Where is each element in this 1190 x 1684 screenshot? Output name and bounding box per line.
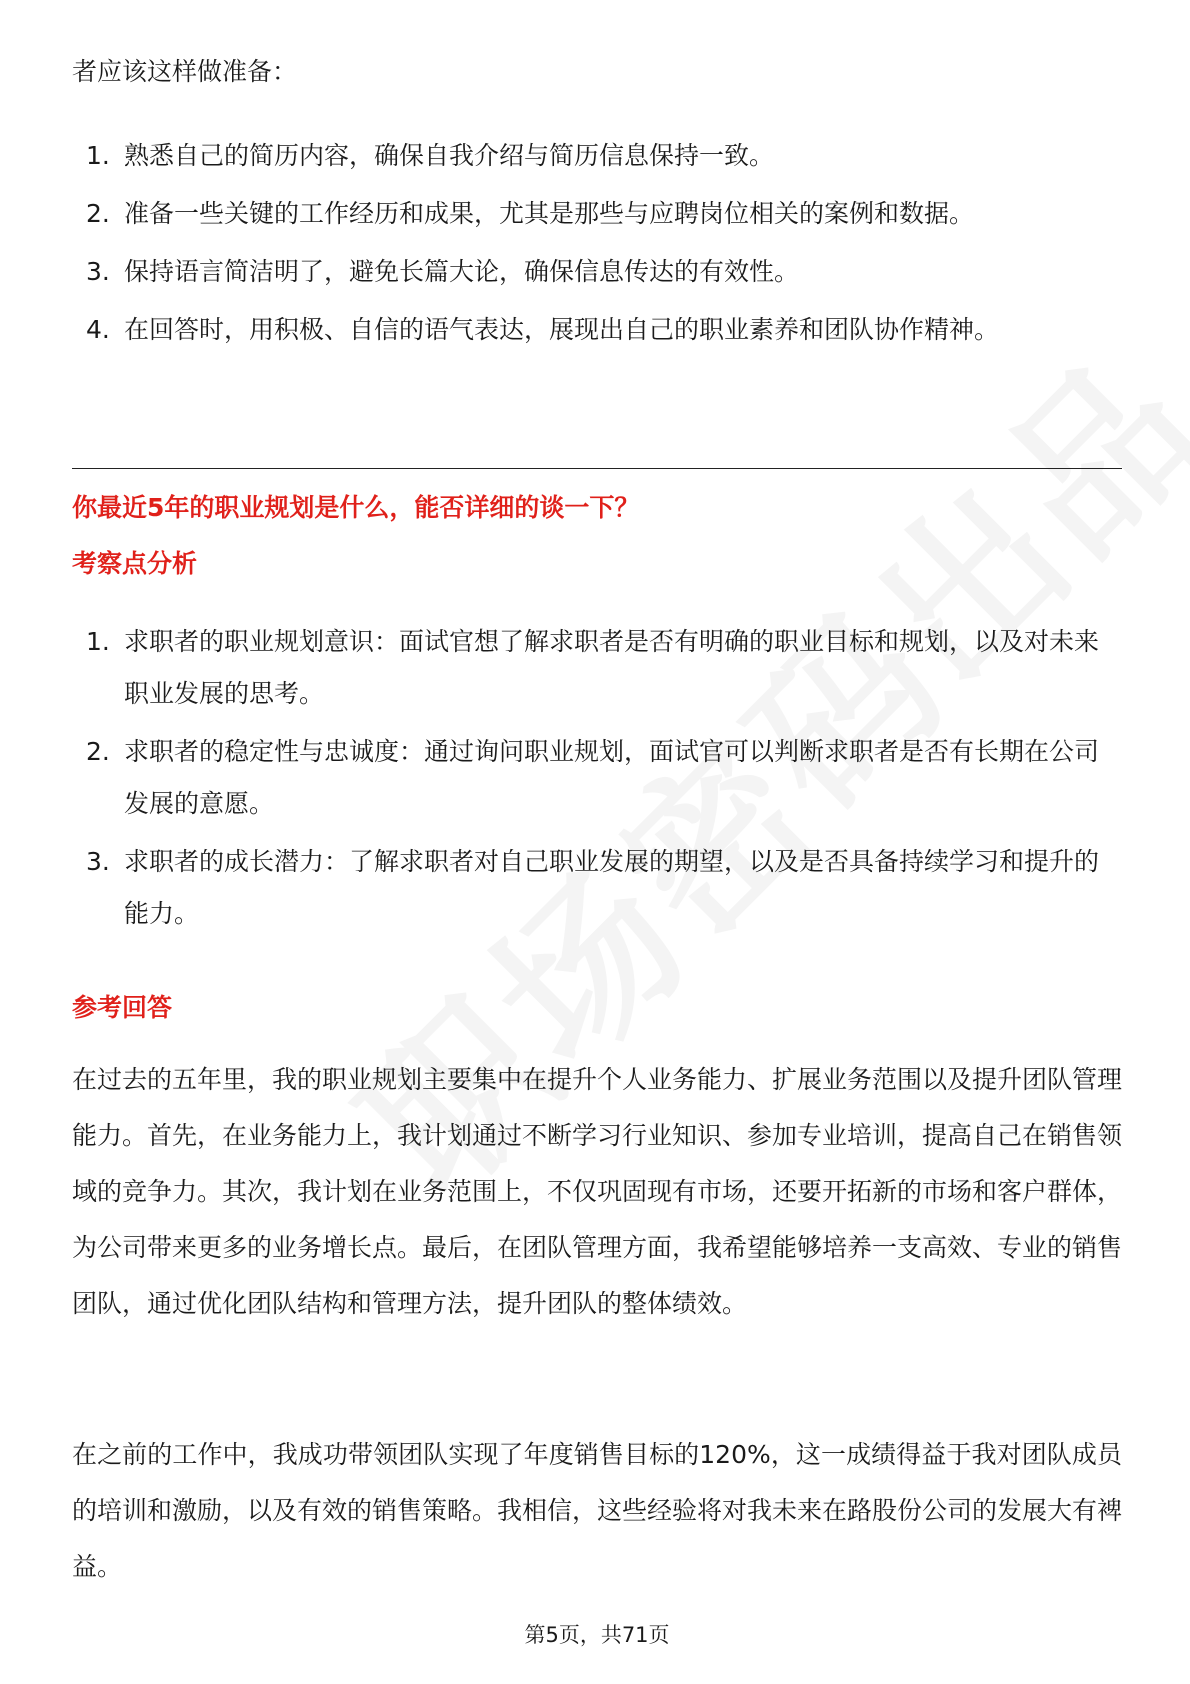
list-text: 在回答时，用积极、自信的语气表达，展现出自己的职业素养和团队协作精神。 (124, 315, 1000, 344)
analysis-list (72, 616, 1122, 946)
section-divider (72, 468, 1122, 469)
answer-heading: 参考回答 (72, 993, 173, 1022)
list-number: 3. (86, 257, 110, 286)
intro-text: 者应该这样做准备： (72, 57, 298, 86)
list-text: 熟悉自己的简历内容，确保自我介绍与简历信息保持一致。 (124, 141, 775, 170)
list-number: 2. (86, 199, 110, 228)
list-number: 2. (86, 737, 110, 766)
list-item (72, 616, 1122, 720)
list-text: 求职者的成长潜力：了解求职者对自己职业发展的期望，以及是否具备持续学习和提升的能力。 (124, 847, 1100, 928)
list-item (72, 726, 1122, 830)
list-item (72, 188, 1122, 240)
list-item (72, 304, 1122, 356)
answer-paragraph: 在之前的工作中，我成功带领团队实现了年度销售目标的120%，这一成绩得益于我对团队成员的培训和激励，以及有效的销售策略。我相信，这些经验将对我未来在路股份公司的发展大有裨益。 (72, 1440, 1123, 1581)
list-item (72, 836, 1122, 940)
list-text: 保持语言简洁明了，避免长篇大论，确保信息传达的有效性。 (124, 257, 800, 286)
answer-paragraph: 在过去的五年里，我的职业规划主要集中在提升个人业务能力、扩展业务范围以及提升团队管理能力。首先，在业务能力上，我计划通过不断学习行业知识、参加专业培训，提高自己在销售领域的竞争力。其次，我计划在业务范围上，不仅巩固现有市场，还要开拓新的市场和客户群体，为公司带来更多的业务增长点。最后，在团队管理方面，我希望能够培养一支高效、专业的销售团队，通过优化团队结构和管理方法，提升团队的整体绩效。 (72, 1065, 1123, 1318)
list-text: 求职者的稳定性与忠诚度：通过询问职业规划，面试官可以判断求职者是否有长期在公司发展的意愿。 (124, 737, 1100, 818)
analysis-heading: 考察点分析 (72, 549, 198, 578)
list-number: 1. (86, 627, 110, 656)
document-page (72, 0, 1122, 1684)
list-text: 准备一些关键的工作经历和成果，尤其是那些与应聘岗位相关的案例和数据。 (124, 199, 975, 228)
list-item (72, 130, 1122, 182)
page-footer: 第5页，共71页 (524, 1623, 670, 1647)
list-number: 3. (86, 847, 110, 876)
list-number: 1. (86, 141, 110, 170)
list-item (72, 246, 1122, 298)
question-heading: 你最近5年的职业规划是什么，能否详细的谈一下？ (72, 493, 640, 522)
list-text: 求职者的职业规划意识：面试官想了解求职者是否有明确的职业目标和规划，以及对未来职业发展的思考。 (124, 627, 1100, 708)
list-number: 4. (86, 315, 110, 344)
preparation-list (72, 130, 1122, 362)
